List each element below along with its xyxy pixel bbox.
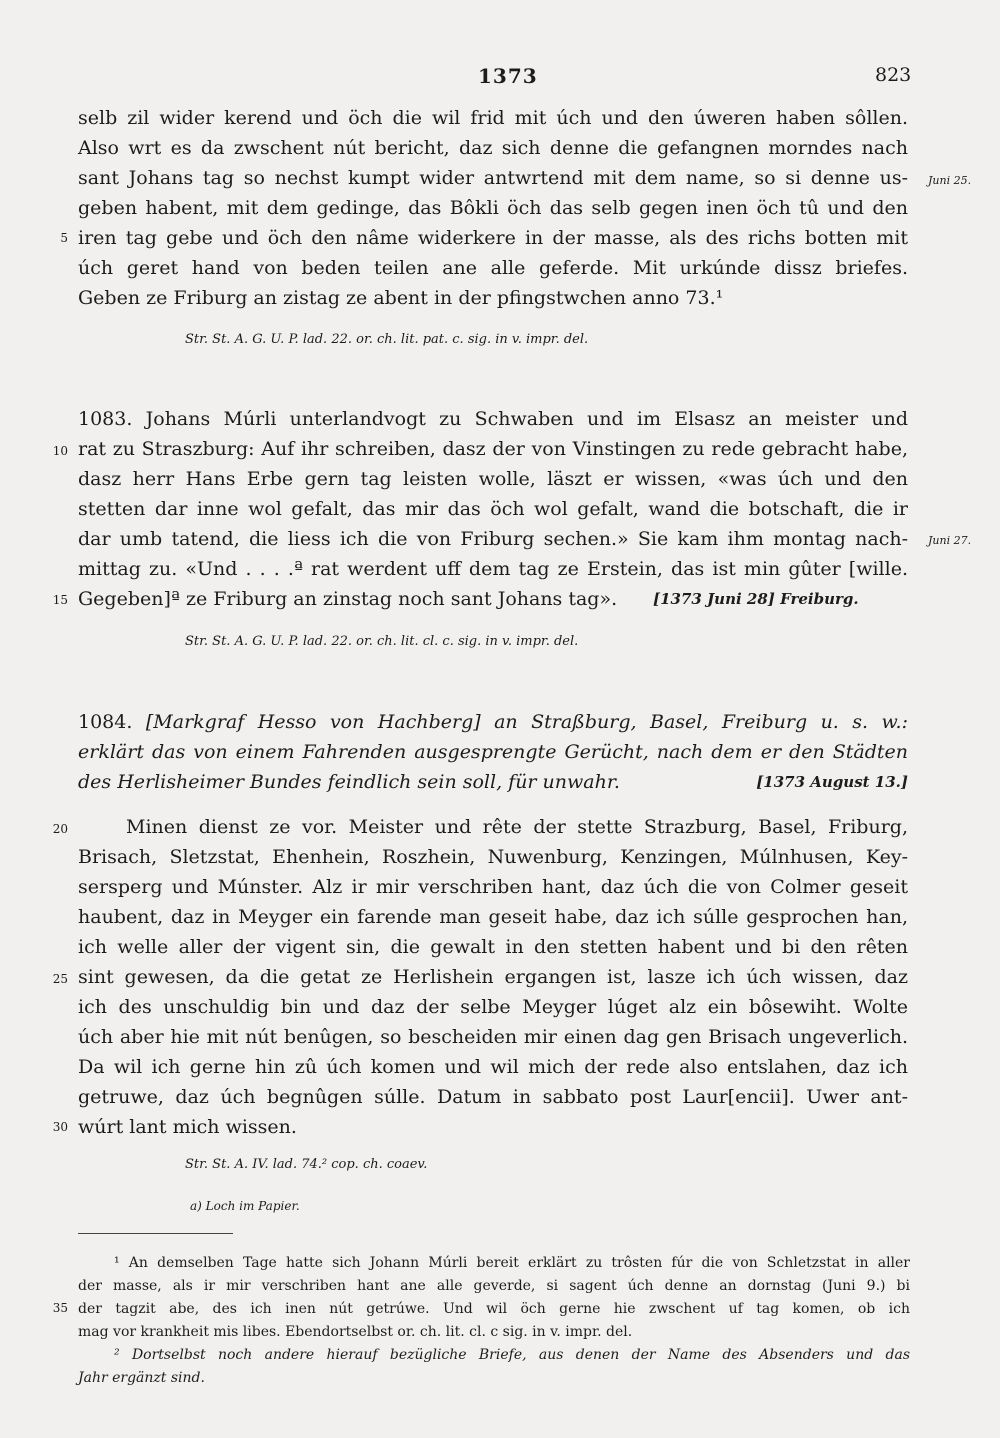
margin-date: Juni 25. — [928, 174, 972, 187]
text-line: iren tag gebe und öch den nâme widerkere in der masse, als des richs botten mit — [78, 227, 908, 249]
text-line: dar umb tatend, die liess ich die von Friburg sechen.» Sie kam ihm montag nach- — [78, 528, 908, 550]
critical-note: a) Loch im Papier. — [190, 1199, 300, 1213]
text-line: Minen dienst ze vor. Meister und rête der stette Strazburg, Basel, Friburg, — [126, 816, 908, 838]
text-line: Also wrt es da zwschent nút bericht, daz sich denne die gefangnen morndes nach — [78, 137, 908, 159]
line-number: 5 — [60, 231, 68, 245]
footnote-line: mag vor krankheit mis libes. Ebendortselbst or. ch. lit. cl. c sig. in v. impr. del. — [78, 1324, 633, 1340]
text-line: wúrt lant mich wissen. — [78, 1116, 297, 1138]
footnote-line: ² Dortselbst noch andere hierauf bezügliche Briefe, aus denen der Name des Absenders und das — [114, 1347, 910, 1363]
page-number: 823 — [875, 64, 912, 86]
regest-text: des Herlisheimer Bundes feindlich sein soll, für unwahr. — [78, 771, 620, 793]
text-line: ich welle aller der vigent sin, die gewalt in den stetten habent und bi den rêten — [78, 936, 908, 958]
document-date: [1373 Juni 28] Freiburg. — [653, 590, 859, 608]
text-line: úch geret hand von beden teilen ane alle geferde. Mit urkúnde dissz briefes. — [78, 257, 908, 279]
document-date: [1373 August 13.] — [756, 773, 908, 791]
line-number: 30 — [52, 1120, 68, 1134]
regest-line — [78, 710, 908, 734]
text-line: Gegeben]ª ze Friburg an zinstag noch sant Johans tag». — [78, 588, 618, 610]
footnote-line: der masse, als ir mir verschriben hant ane alle geverde, si sagent úch denne an dornstag (Juni 9.) bi — [78, 1278, 910, 1294]
line-number: 10 — [52, 444, 68, 458]
source-note: Str. St. A. G. U. P. lad. 22. or. ch. lit. pat. c. sig. in v. impr. del. — [185, 332, 589, 347]
line-number: 25 — [52, 972, 68, 986]
text-line: úch aber hie mit nút benûgen, so bescheiden mir einen dag gen Brisach ungeverlich. — [78, 1026, 908, 1048]
footnote-line: der tagzit abe, des ich inen nút getrúwe. Und wil öch gerne hie zwschent uf tag komen, ob ich — [78, 1301, 910, 1317]
text-line: Da wil ich gerne hin zû úch komen und wil mich der rede also entslahen, daz ich — [78, 1056, 908, 1078]
text-line: sint gewesen, da die getat ze Herlishein ergangen ist, lasze ich úch wissen, daz — [78, 966, 908, 988]
footnote-line: Jahr ergänzt sind. — [78, 1370, 205, 1386]
text-line: sant Johans tag so nechst kumpt wider antwrtend mit dem name, so si denne us- — [78, 167, 908, 189]
line-number: 35 — [52, 1301, 68, 1315]
line-number: 20 — [52, 822, 68, 836]
text-line: selb zil wider kerend und öch die wil frid mit úch und den úweren haben sôllen. — [78, 107, 908, 129]
source-note: Str. St. A. G. U. P. lad. 22. or. ch. lit. cl. c. sig. in v. impr. del. — [185, 634, 579, 649]
document-number: 1084. — [78, 711, 133, 733]
source-note: Str. St. A. IV. lad. 74.² cop. ch. coaev. — [185, 1157, 428, 1172]
text-line: 1083. Johans Múrli unterlandvogt zu Schwaben und im Elsasz an meister und — [78, 408, 908, 430]
regest-line: erklärt das von einem Fahrenden ausgesprengte Gerücht, nach dem er den Städten — [78, 741, 908, 763]
footnote-rule — [78, 1233, 233, 1234]
text-line: getruwe, daz úch begnûgen súlle. Datum in sabbato post Laur[encii]. Uwer ant- — [78, 1086, 908, 1108]
text-line: Geben ze Friburg an zistag ze abent in der pfingstwchen anno 73.¹ — [78, 287, 724, 309]
page-year: 1373 — [478, 64, 538, 88]
text-line: geben habent, mit dem gedinge, das Bôkli öch das selb gegen inen öch tû und den — [78, 197, 908, 219]
margin-date: Juni 27. — [928, 534, 972, 547]
footnote-line: ¹ An demselben Tage hatte sich Johann Múrli bereit erklärt zu trôsten fúr die von Schletzstat in aller — [114, 1255, 910, 1271]
text-line: mittag zu. «Und . . . .ª rat werdent uff dem tag ze Erstein, das ist min gûter [wille. — [78, 558, 908, 580]
line-number: 15 — [52, 593, 68, 607]
text-line: dasz herr Hans Erbe gern tag leisten wolle, läszt er wissen, «was úch und den — [78, 468, 908, 490]
text-line: rat zu Straszburg: Auf ihr schreiben, dasz der von Vinstingen zu rede gebracht habe, — [78, 438, 908, 460]
regest-line — [78, 770, 908, 794]
text-line: haubent, daz in Meyger ein farende man geseit habe, daz ich súlle gesprochen han, — [78, 906, 908, 928]
text-line: sersperg und Múnster. Alz ir mir verschriben hant, daz úch die von Colmer geseit — [78, 876, 908, 898]
text-line: stetten dar inne wol gefalt, das mir das öch wol gefalt, wand die botschaft, die ir — [78, 498, 908, 520]
regest-text: [Markgraf Hesso von Hachberg] an Straßburg, Basel, Freiburg u. s. w.: — [145, 711, 908, 733]
text-line: Brisach, Sletzstat, Ehenhein, Roszhein, Nuwenburg, Kenzingen, Múlnhusen, Key- — [78, 846, 908, 868]
text-line: ich des unschuldig bin und daz der selbe Meyger lúget alz ein bôsewiht. Wolte — [78, 996, 908, 1018]
